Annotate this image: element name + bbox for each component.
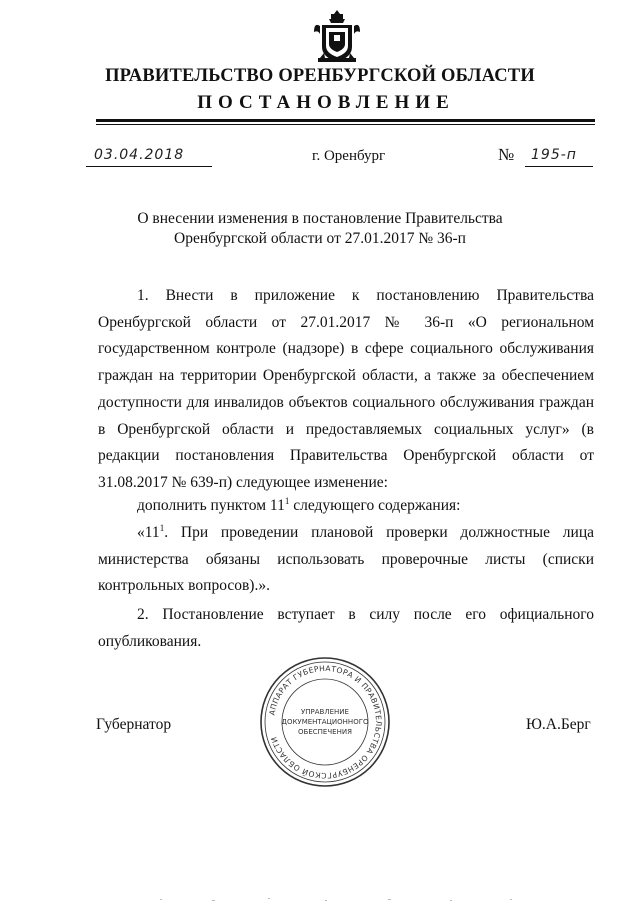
stamp-center-line2: ДОКУМЕНТАЦИОННОГО xyxy=(281,718,369,726)
document-number: 195-п xyxy=(531,147,577,163)
header-rule-thick xyxy=(96,119,595,122)
signer-name: Ю.А.Берг xyxy=(526,716,591,733)
paragraph-2 xyxy=(98,602,594,655)
government-name: ПРАВИТЕЛЬСТВО ОРЕНБУРГСКОЙ ОБЛАСТИ xyxy=(105,66,535,86)
official-stamp xyxy=(257,654,393,790)
document-type-heading: ПОСТАНОВЛЕНИЕ xyxy=(197,92,455,113)
quote-text-pre: «11 xyxy=(137,524,160,541)
paragraph-1-text: 1. Внести в приложение к постановлению Правительства Оренбургской области от 27.01.2017 № 36-п «О региональном государственном контроле (надзоре) в сфере социального обслуживания граждан на территории Оренбургской области, а также за обеспечением доступности для инвалидов объектов социального обслуживания граждан в Оренбургской области и предоставляемых социальных услуг» (в редакции постановления Правительства Оренбургской области от 31.08.2017 № 639-п) следующее изменение: xyxy=(98,287,594,491)
addition-text-post: следующего содержания: xyxy=(289,497,461,514)
paragraph-1 xyxy=(98,283,594,497)
document-city: г. Оренбург xyxy=(312,148,386,164)
scan-artifacts xyxy=(150,896,570,904)
coat-of-arms-icon xyxy=(312,8,362,66)
addition-superscript: 1 xyxy=(284,496,290,506)
paragraph-2-text: 2. Постановление вступает в силу после его официального опубликования. xyxy=(98,606,594,650)
quote-superscript: 1 xyxy=(159,523,165,533)
document-date: 03.04.2018 xyxy=(94,147,185,163)
paragraph-quote xyxy=(98,520,594,600)
document-date-field xyxy=(86,146,212,167)
stamp-ring-text: АППАРАТ ГУБЕРНАТОРА И ПРАВИТЕЛЬСТВА ОРЕНБУРГСКОЙ ОБЛАСТИ xyxy=(267,663,384,781)
document-title-line1: О внесении изменения в постановление Правительства xyxy=(137,210,503,227)
quote-text-post: . При проведении плановой проверки должностные лица министерства обязаны использовать проверочные листы (списки контрольных вопросов).». xyxy=(98,524,594,595)
signer-title: Губернатор xyxy=(96,716,172,733)
stamp-center-line1: УПРАВЛЕНИЕ xyxy=(301,708,349,716)
document-number-label: № xyxy=(498,145,515,164)
addition-text-pre: дополнить пунктом 11 xyxy=(137,497,285,514)
header-rule-thin xyxy=(96,124,595,125)
document-title-line2: Оренбургской области от 27.01.2017 № 36-п xyxy=(174,230,466,247)
document-title xyxy=(0,209,640,249)
paragraph-addition xyxy=(98,493,594,520)
document-number-field xyxy=(525,146,593,167)
stamp-center-line3: ОБЕСПЕЧЕНИЯ xyxy=(298,728,352,736)
